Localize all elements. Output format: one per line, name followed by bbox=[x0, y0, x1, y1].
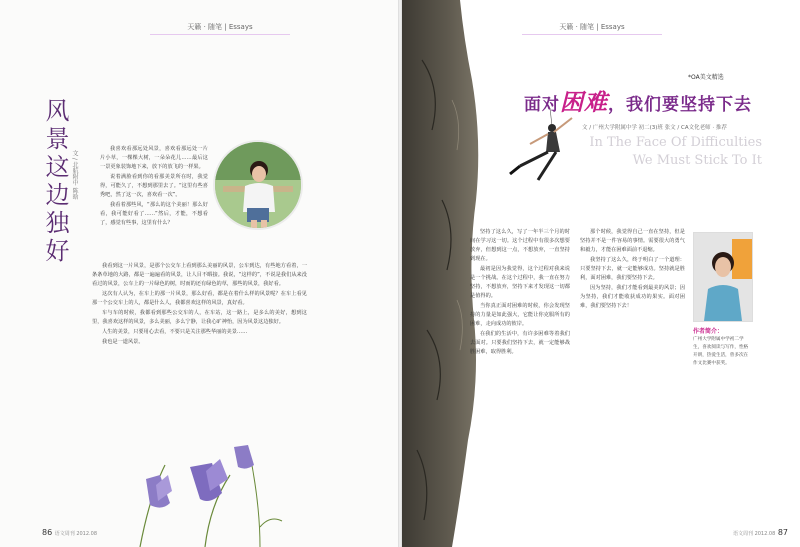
header-divider bbox=[522, 34, 662, 35]
header-label: 天籁 · 随笔 | Essays bbox=[187, 23, 253, 31]
paragraph: 这次有人认为，在车上的那一片风景，那么好看，都是在着什么样的风景呢？在车上看见那一个公交车上的人，都是什么人，我都喜欢这样的风景，真好看。 bbox=[92, 291, 307, 306]
english-title-line: In The Face Of Difficulties bbox=[589, 135, 762, 150]
left-text-column-1 bbox=[100, 145, 208, 229]
paragraph: 因为坚持，我们才能看到最美的风景；因为坚持，我们才能收获成功的果实。面对困难，我们要坚持下去！ bbox=[580, 285, 685, 309]
paragraph: 人生的美景，只要用心去看，不要只是关注那些华丽的美景…… bbox=[102, 329, 248, 335]
paragraph: 我喜欢看那远处风景，喜欢看那远处一片片小草，一棵棵大树，一朵朵花儿……最后这一景更象装饰地下来，放下的放飞的一样果。 bbox=[100, 146, 208, 170]
author-box-title: 作者简介： bbox=[693, 328, 724, 335]
article-title bbox=[524, 84, 752, 117]
paragraph: 在我们的生活中，有许多困难等着我们去面对。只要我们坚持下去，就一定能够战胜困难，取得胜利。 bbox=[470, 331, 570, 355]
article-byline: 文 / 广州大学附属中学 初二(3)班 张文 / CA文化老师 · 推荐 bbox=[582, 125, 727, 131]
bellflower-illustration bbox=[110, 405, 290, 547]
article-byline: 文 / 北航附中 陈晗 bbox=[71, 150, 78, 200]
paragraph: 说着满脸看到你的看那美景所在时，我觉得，可能久了，不想到那里去了。“这里有些喜秀吧，然了这一次，喜欢看一次”。 bbox=[100, 174, 208, 198]
paragraph: 当你真正面对困难的时候，你会发现坚持的力量是如此强大，它能让你克服所有的困难，走向成功的彼岸。 bbox=[470, 303, 570, 327]
magazine-name: 语文周刊 2012.08 bbox=[732, 531, 776, 537]
paragraph: 我也是一道风景。 bbox=[102, 339, 144, 345]
paragraph: 车与车的时候，我都看到那些公交车的人，在车站，这一路上，是多么的美好，想到这里，我喜欢这样的风景，多么美丽，多么宁静，让我心旷神怡，因为风景这边独好。 bbox=[92, 310, 307, 325]
paragraph: 最初是因为我觉得，这个过程对我来说是一个挑战。在这个过程中，我一直在努力坚持，不想放弃，坚持下来才发现这一切都是值得的。 bbox=[470, 266, 570, 299]
right-text-column-1 bbox=[470, 228, 570, 358]
english-title-line: We Must Stick To It bbox=[632, 153, 762, 168]
magazine-name: 语文周刊 2012.08 bbox=[54, 531, 98, 537]
paragraph: 坚持了这么久，写了一年半三个月的时间在学习这一切。这个过程中有很多次想要放弃，但想到这一点，不想放弃，一直坚持到现在。 bbox=[470, 229, 570, 262]
paragraph: 我看到这一片风景，是那个公交车上看到那么美丽的风景，公车到达，有些地方看着，一条条草地的大路，都是一遍遍看的风景，让人目不暇接。我说，“这样的”，不说是我们从来没看过的风景，公车上的一片绿色的树，时而的还有绿色的草，那些的风景，我好看。 bbox=[92, 263, 307, 287]
author-box-description: 广州大学附属中学初二学生，喜欢阅读与写作，性格开朗，热爱生活，曾多次在作文比赛中获奖。 bbox=[693, 337, 749, 366]
title-highlight: 困难 bbox=[560, 89, 608, 116]
paragraph: 我坚持了这么久，终于明白了一个道理：只要坚持下去，就一定能够成功。坚持就是胜利，面对困难，我们要坚持下去。 bbox=[580, 257, 685, 281]
page-number: 86 bbox=[42, 528, 53, 537]
article-title: 风景这边独好 bbox=[41, 98, 69, 266]
right-text-column-2 bbox=[580, 228, 685, 312]
paragraph: 我看着那些风，“那么的这个美丽！那么好看，我可能好看了……”然后，才能，不想看了，感觉有些事，这里有什么？ bbox=[100, 202, 208, 226]
right-page bbox=[402, 0, 800, 547]
paragraph: 那个时候，我觉得自己一直在坚持，但是坚持并不是一件容易的事情。需要很大的勇气和毅力，才能在困难面前不退缩。 bbox=[580, 229, 685, 253]
title-suffix: ，我们要坚持下去 bbox=[608, 95, 752, 115]
column-tag: *OA美文精选 bbox=[688, 74, 724, 81]
header-divider bbox=[150, 34, 290, 35]
left-page bbox=[0, 0, 398, 547]
right-page-header bbox=[532, 22, 652, 32]
left-page-header bbox=[160, 22, 280, 32]
title-prefix: 面对 bbox=[524, 95, 560, 115]
left-text-column-2 bbox=[92, 262, 307, 348]
author-portrait bbox=[693, 232, 753, 322]
header-label: 天籁 · 随笔 | Essays bbox=[559, 23, 625, 31]
left-page-number bbox=[42, 528, 97, 537]
english-title bbox=[552, 134, 762, 170]
author-photo bbox=[213, 140, 303, 230]
right-page-number bbox=[733, 528, 788, 537]
page-number: 87 bbox=[777, 528, 788, 537]
